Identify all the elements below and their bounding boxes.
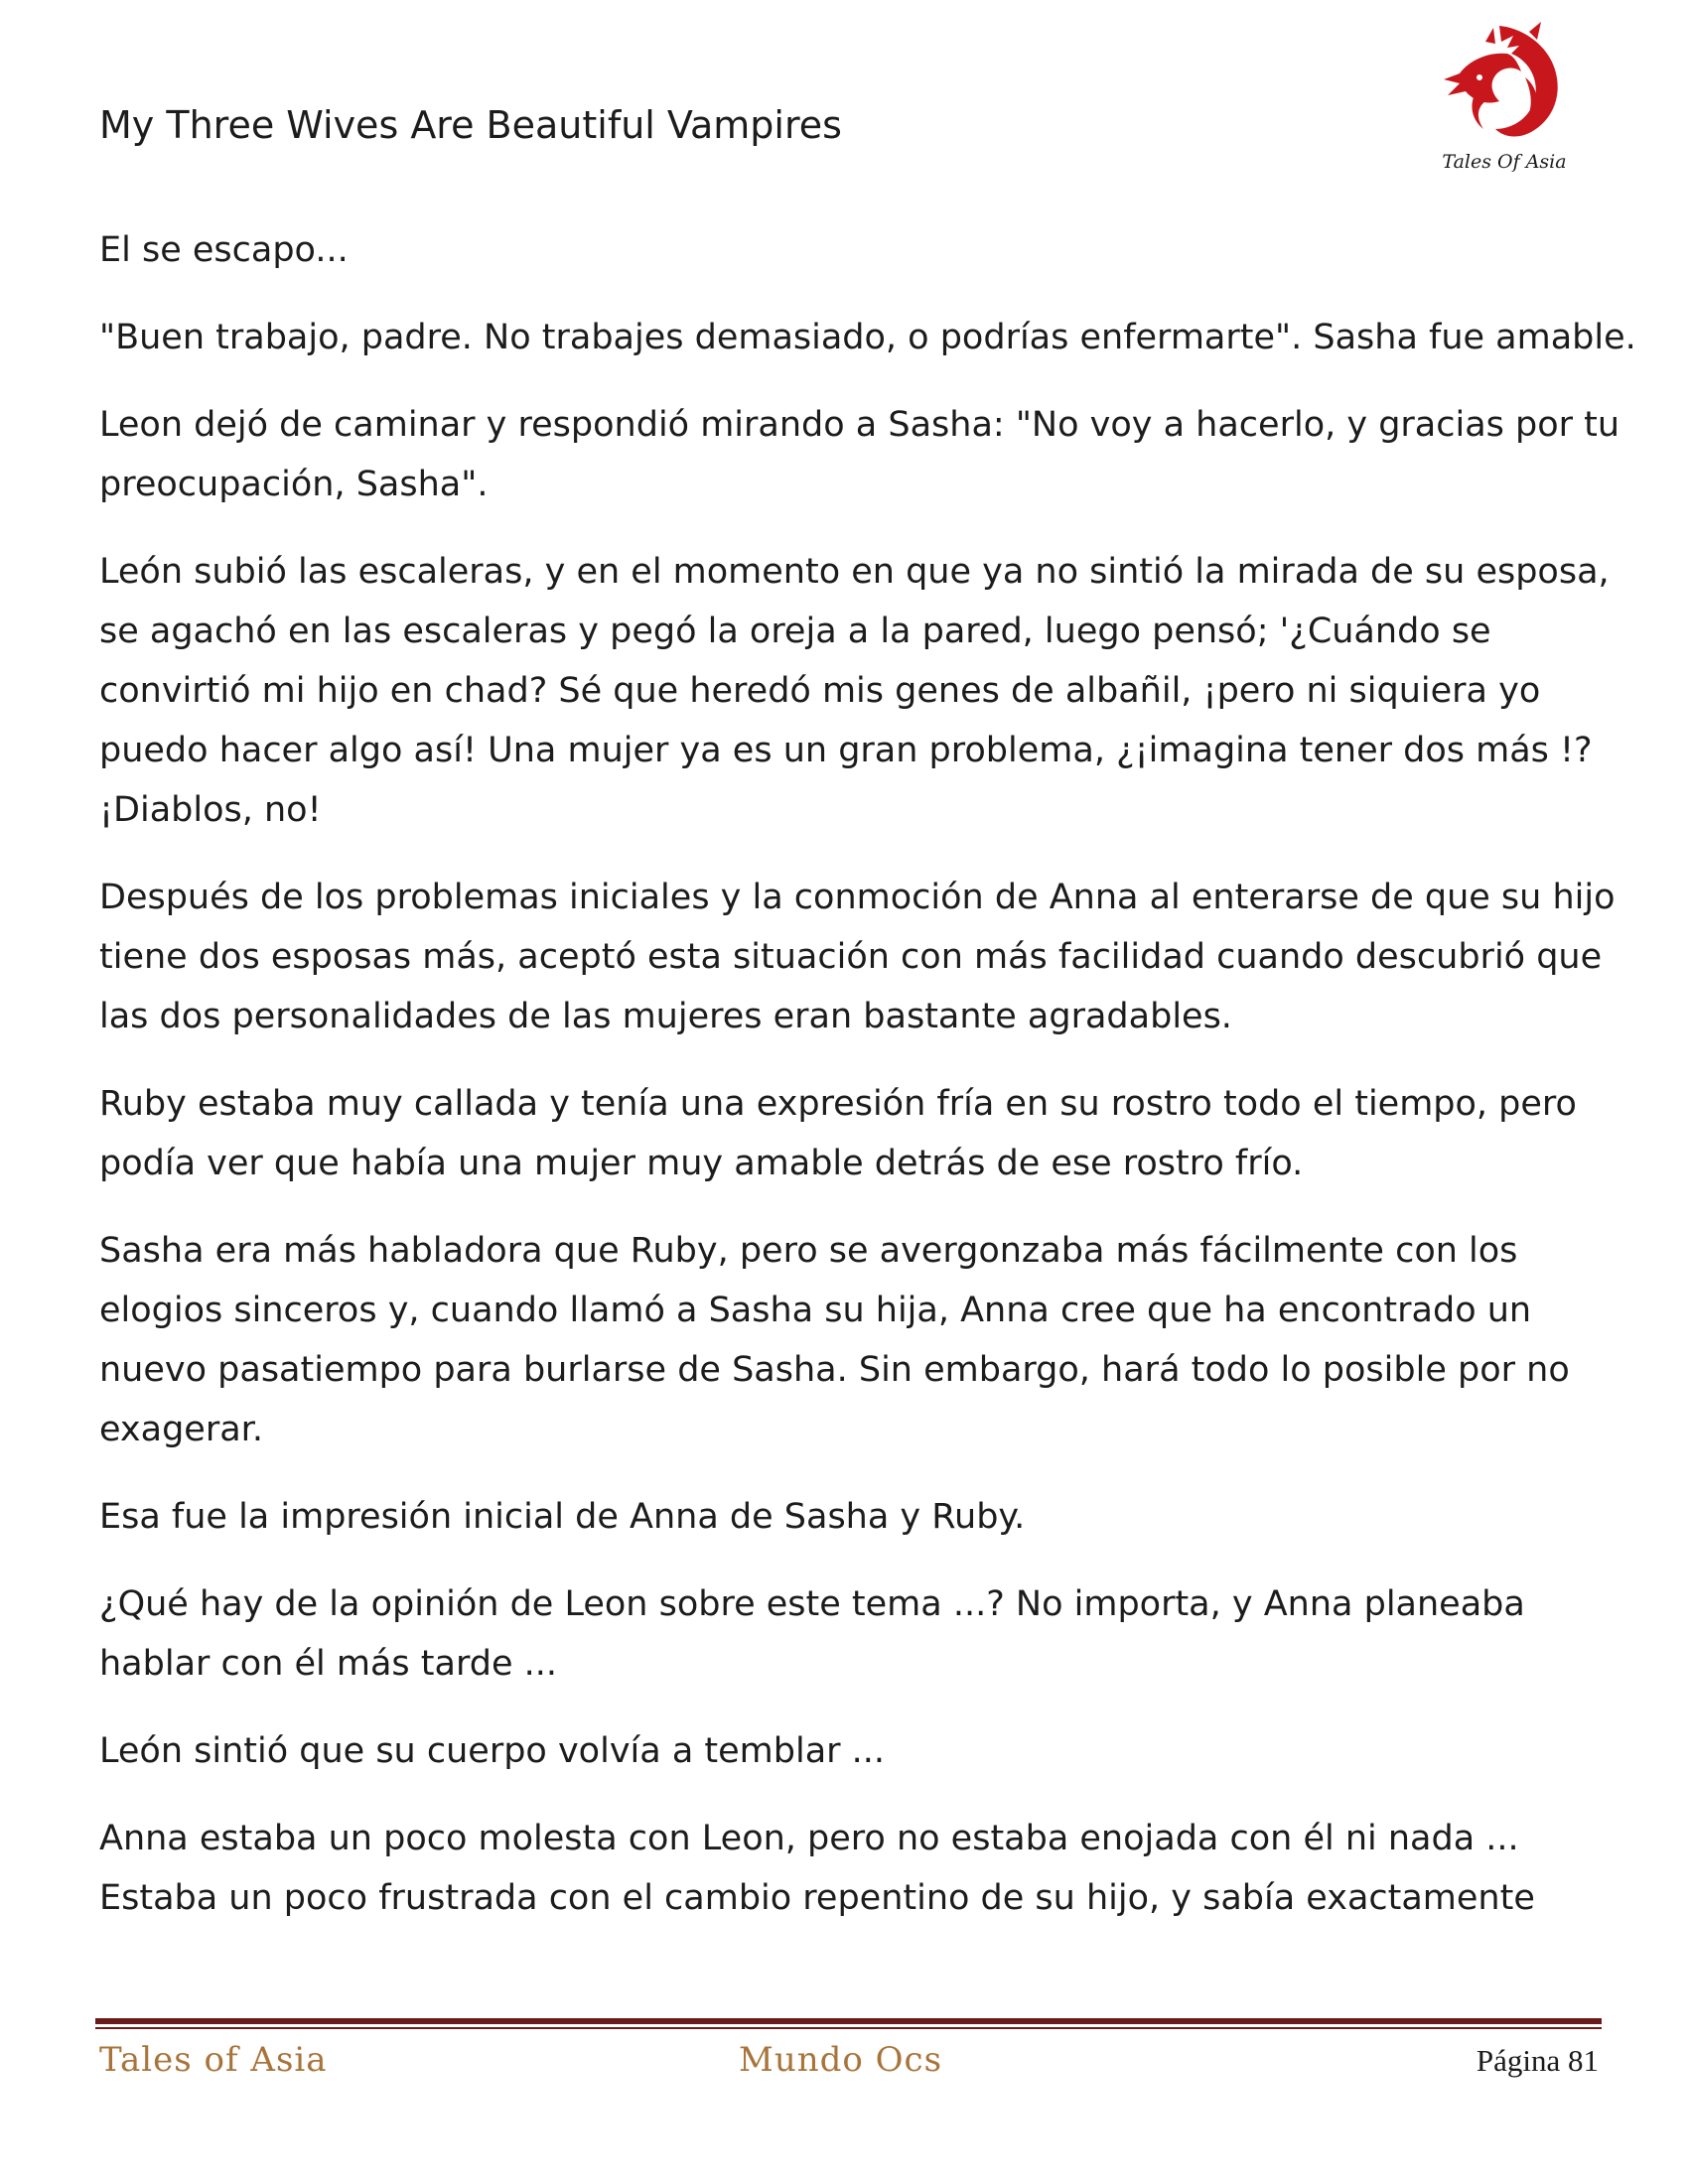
page-number: Página 81: [1476, 2043, 1599, 2078]
footer-section-name: Mundo Ocs: [739, 2040, 943, 2080]
text-line: elogios sinceros y, cuando llamó a Sasha su hija, Anna cree que ha encontrado un: [99, 1291, 1532, 1330]
text-line: Esa fue la impresión inicial de Anna de Sasha y Ruby.: [99, 1497, 1026, 1537]
paragraph: [99, 220, 1599, 280]
text-line: se agachó en las escaleras y pegó la oreja a la pared, luego pensó; '¿Cuándo se: [99, 612, 1491, 651]
text-line: Estaba un poco frustrada con el cambio repentino de su hijo, y sabía exactamente: [99, 1878, 1535, 1918]
paragraph: [99, 1487, 1599, 1547]
paragraph: [99, 1074, 1599, 1193]
text-line: puedo hacer algo así! Una mujer ya es un gran problema, ¿¡imagina tener dos más !?: [99, 731, 1593, 770]
text-line: Sasha era más habladora que Ruby, pero se avergonzaba más fácilmente con los: [99, 1231, 1518, 1271]
logo: [1430, 18, 1579, 182]
text-line: ¡Diablos, no!: [99, 790, 322, 830]
paragraph: [99, 308, 1636, 367]
paragraph: [99, 1221, 1599, 1459]
footer-site-name: Tales of Asia: [99, 2040, 328, 2080]
text-line: hablar con él más tarde ...: [99, 1644, 557, 1684]
document-body: [99, 220, 1636, 1956]
text-line: "Buen trabajo, padre. No trabajes demasiado, o podrías enfermarte". Sasha fue amable.: [99, 318, 1636, 357]
footer-divider-thin: [95, 2027, 1602, 2029]
paragraph: [99, 542, 1610, 840]
footer-divider: [95, 2018, 1602, 2024]
text-line: El se escapo...: [99, 230, 349, 270]
text-line: tiene dos esposas más, aceptó esta situación con más facilidad cuando descubrió que: [99, 937, 1603, 977]
text-line: podía ver que había una mujer muy amable detrás de ese rostro frío.: [99, 1144, 1304, 1183]
text-line: León subió las escaleras, y en el momento en que ya no sintió la mirada de su esposa,: [99, 552, 1610, 592]
red-dragon-icon: [1430, 18, 1579, 152]
text-line: Leon dejó de caminar y respondió mirando a Sasha: "No voy a hacerlo, y gracias por tu: [99, 405, 1620, 445]
document-title: My Three Wives Are Beautiful Vampires: [99, 103, 842, 147]
text-line: ¿Qué hay de la opinión de Leon sobre este tema ...? No importa, y Anna planeaba: [99, 1584, 1525, 1624]
text-line: nuevo pasatiempo para burlarse de Sasha. Sin embargo, hará todo lo posible por no: [99, 1350, 1570, 1390]
logo-text: Tales Of Asia: [1442, 151, 1567, 173]
text-line: convirtió mi hijo en chad? Sé que heredó mis genes de albañil, ¡pero ni siquiera yo: [99, 671, 1541, 711]
text-line: preocupación, Sasha".: [99, 465, 489, 504]
text-line: exagerar.: [99, 1410, 263, 1449]
text-line: las dos personalidades de las mujeres eran bastante agradables.: [99, 997, 1232, 1036]
text-line: Ruby estaba muy callada y tenía una expresión fría en su rostro todo el tiempo, pero: [99, 1084, 1577, 1124]
paragraph: [99, 1809, 1599, 1928]
text-line: León sintió que su cuerpo volvía a temblar ...: [99, 1731, 886, 1771]
paragraph: [99, 1721, 1599, 1781]
paragraph: [99, 1574, 1599, 1694]
text-line: Anna estaba un poco molesta con Leon, pero no estaba enojada con él ni nada ...: [99, 1819, 1519, 1858]
paragraph: [99, 868, 1616, 1046]
paragraph: [99, 395, 1620, 514]
text-line: Después de los problemas iniciales y la conmoción de Anna al enterarse de que su hijo: [99, 878, 1616, 917]
